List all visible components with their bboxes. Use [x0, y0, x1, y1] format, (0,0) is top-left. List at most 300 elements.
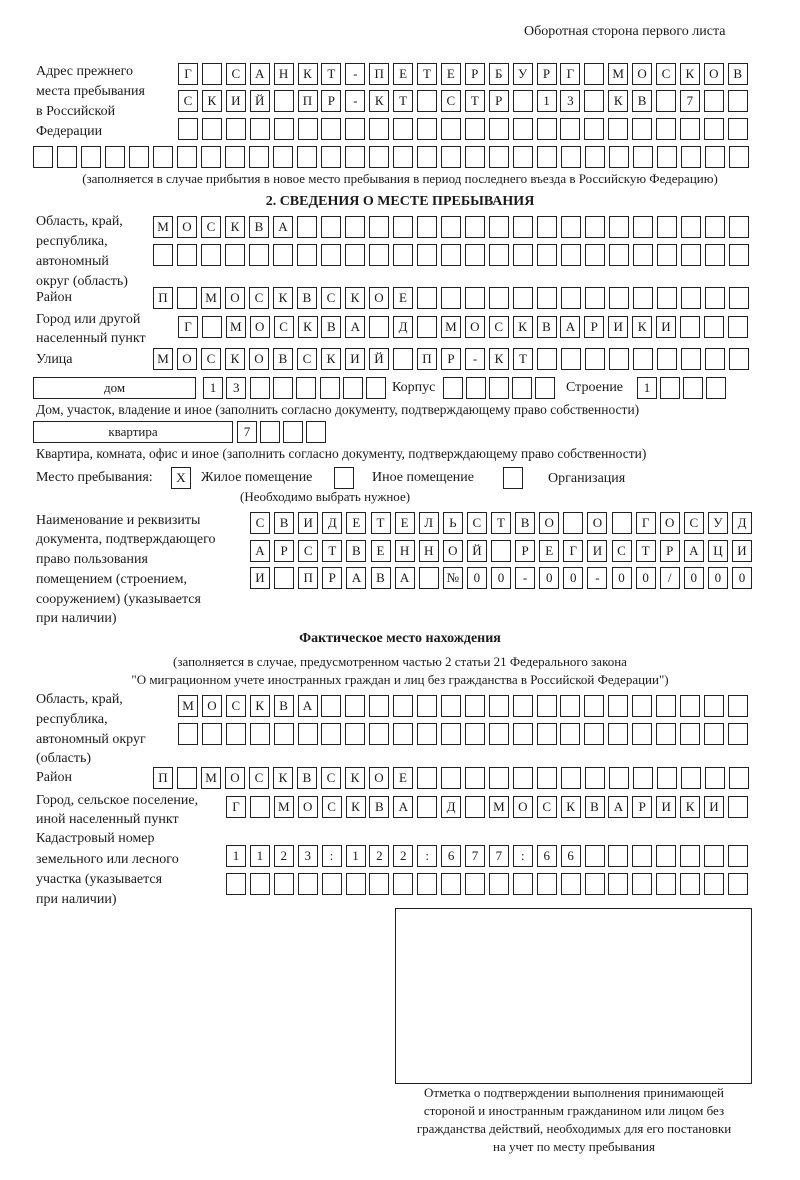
char-cell[interactable] — [537, 873, 557, 895]
char-cell[interactable]: П — [417, 348, 437, 370]
char-cell[interactable]: 1 — [203, 377, 223, 399]
char-cell[interactable] — [513, 118, 533, 140]
char-cell[interactable] — [153, 146, 173, 168]
char-cell[interactable] — [274, 118, 294, 140]
char-cell[interactable] — [560, 695, 580, 717]
char-cell[interactable] — [489, 118, 509, 140]
char-cell[interactable]: А — [346, 567, 366, 589]
char-cell[interactable]: К — [225, 216, 245, 238]
char-cell[interactable] — [321, 695, 341, 717]
char-cell[interactable]: О — [539, 512, 559, 534]
char-cell[interactable] — [369, 316, 389, 338]
char-cell[interactable] — [612, 512, 632, 534]
char-cell[interactable]: С — [274, 316, 294, 338]
char-cell[interactable]: 7 — [680, 90, 700, 112]
char-cell[interactable] — [728, 90, 748, 112]
char-cell[interactable] — [250, 118, 270, 140]
char-cell[interactable] — [513, 767, 533, 789]
house-type-field[interactable]: дом — [33, 377, 196, 399]
char-cell[interactable] — [656, 873, 676, 895]
char-cell[interactable] — [728, 316, 748, 338]
char-cell[interactable] — [298, 118, 318, 140]
char-cell[interactable]: М — [201, 287, 221, 309]
char-cell[interactable] — [202, 723, 222, 745]
char-cell[interactable]: 0 — [612, 567, 632, 589]
char-cell[interactable] — [585, 146, 605, 168]
char-cell[interactable]: П — [153, 767, 173, 789]
char-cell[interactable] — [657, 216, 677, 238]
char-cell[interactable]: С — [249, 287, 269, 309]
char-cell[interactable]: О — [704, 63, 724, 85]
char-cell[interactable]: - — [345, 63, 365, 85]
char-cell[interactable] — [226, 723, 246, 745]
char-cell[interactable]: 0 — [467, 567, 487, 589]
char-cell[interactable]: В — [537, 316, 557, 338]
char-cell[interactable]: У — [708, 512, 728, 534]
char-cell[interactable] — [729, 216, 749, 238]
char-cell[interactable] — [465, 723, 485, 745]
char-cell[interactable] — [705, 146, 725, 168]
char-cell[interactable]: О — [660, 512, 680, 534]
char-cell[interactable]: Р — [632, 796, 652, 818]
char-cell[interactable]: М — [201, 767, 221, 789]
char-cell[interactable]: 1 — [537, 90, 557, 112]
char-cell[interactable] — [283, 421, 303, 443]
char-cell[interactable]: В — [728, 63, 748, 85]
char-cell[interactable] — [441, 216, 461, 238]
char-cell[interactable] — [657, 287, 677, 309]
char-cell[interactable]: Й — [369, 348, 389, 370]
char-cell[interactable]: В — [371, 567, 391, 589]
char-cell[interactable]: Е — [539, 540, 559, 562]
char-cell[interactable]: 0 — [636, 567, 656, 589]
char-cell[interactable] — [563, 512, 583, 534]
char-cell[interactable] — [417, 767, 437, 789]
char-cell[interactable]: К — [250, 695, 270, 717]
char-cell[interactable]: Д — [732, 512, 752, 534]
char-cell[interactable] — [633, 767, 653, 789]
char-cell[interactable] — [178, 723, 198, 745]
char-cell[interactable] — [513, 287, 533, 309]
char-cell[interactable]: В — [346, 540, 366, 562]
char-cell[interactable] — [298, 723, 318, 745]
char-cell[interactable] — [153, 244, 173, 266]
char-cell[interactable]: О — [443, 540, 463, 562]
char-cell[interactable]: И — [298, 512, 318, 534]
char-cell[interactable] — [561, 348, 581, 370]
char-cell[interactable]: Е — [393, 767, 413, 789]
char-cell[interactable] — [57, 146, 77, 168]
char-cell[interactable] — [441, 244, 461, 266]
char-cell[interactable] — [466, 377, 486, 399]
char-cell[interactable] — [250, 723, 270, 745]
char-cell[interactable] — [681, 146, 701, 168]
char-cell[interactable]: Й — [250, 90, 270, 112]
char-cell[interactable]: И — [345, 348, 365, 370]
char-cell[interactable]: - — [345, 90, 365, 112]
char-cell[interactable]: И — [732, 540, 752, 562]
char-cell[interactable]: К — [608, 90, 628, 112]
char-cell[interactable]: 1 — [250, 845, 270, 867]
char-cell[interactable]: Е — [371, 540, 391, 562]
char-cell[interactable] — [683, 377, 703, 399]
char-cell[interactable]: П — [369, 63, 389, 85]
char-cell[interactable]: Л — [419, 512, 439, 534]
char-cell[interactable] — [201, 146, 221, 168]
char-cell[interactable] — [657, 146, 677, 168]
char-cell[interactable]: Р — [322, 567, 342, 589]
char-cell[interactable] — [321, 244, 341, 266]
char-cell[interactable]: Т — [636, 540, 656, 562]
char-cell[interactable] — [465, 216, 485, 238]
char-cell[interactable] — [681, 244, 701, 266]
char-cell[interactable] — [609, 216, 629, 238]
char-cell[interactable]: Р — [584, 316, 604, 338]
char-cell[interactable]: К — [273, 767, 293, 789]
char-cell[interactable] — [489, 244, 509, 266]
char-cell[interactable] — [226, 118, 246, 140]
char-cell[interactable]: С — [226, 63, 246, 85]
char-cell[interactable] — [273, 146, 293, 168]
char-cell[interactable]: Р — [660, 540, 680, 562]
char-cell[interactable]: 0 — [491, 567, 511, 589]
apartment-type-field[interactable]: квартира — [33, 421, 233, 443]
char-cell[interactable] — [465, 767, 485, 789]
char-cell[interactable] — [489, 146, 509, 168]
char-cell[interactable]: 7 — [465, 845, 485, 867]
char-cell[interactable] — [443, 377, 463, 399]
char-cell[interactable] — [660, 377, 680, 399]
char-cell[interactable] — [465, 695, 485, 717]
char-cell[interactable]: К — [225, 348, 245, 370]
char-cell[interactable]: П — [298, 567, 318, 589]
char-cell[interactable] — [560, 723, 580, 745]
char-cell[interactable] — [535, 377, 555, 399]
char-cell[interactable] — [345, 244, 365, 266]
char-cell[interactable] — [609, 767, 629, 789]
char-cell[interactable]: Н — [395, 540, 415, 562]
char-cell[interactable] — [561, 146, 581, 168]
char-cell[interactable]: 2 — [393, 845, 413, 867]
char-cell[interactable]: Т — [393, 90, 413, 112]
char-cell[interactable]: А — [273, 216, 293, 238]
char-cell[interactable] — [489, 695, 509, 717]
char-cell[interactable] — [561, 244, 581, 266]
char-cell[interactable] — [465, 146, 485, 168]
char-cell[interactable] — [346, 873, 366, 895]
char-cell[interactable]: И — [608, 316, 628, 338]
char-cell[interactable] — [704, 845, 724, 867]
char-cell[interactable] — [584, 90, 604, 112]
char-cell[interactable]: Е — [393, 287, 413, 309]
char-cell[interactable] — [489, 873, 509, 895]
char-cell[interactable] — [345, 216, 365, 238]
char-cell[interactable]: 6 — [441, 845, 461, 867]
char-cell[interactable] — [177, 244, 197, 266]
char-cell[interactable] — [393, 118, 413, 140]
char-cell[interactable]: С — [656, 63, 676, 85]
char-cell[interactable] — [393, 244, 413, 266]
char-cell[interactable]: 0 — [684, 567, 704, 589]
char-cell[interactable]: К — [369, 90, 389, 112]
char-cell[interactable]: И — [656, 796, 676, 818]
char-cell[interactable]: 1 — [346, 845, 366, 867]
char-cell[interactable]: В — [632, 90, 652, 112]
char-cell[interactable] — [369, 216, 389, 238]
char-cell[interactable]: И — [250, 567, 270, 589]
char-cell[interactable]: Т — [491, 512, 511, 534]
char-cell[interactable]: : — [417, 845, 437, 867]
char-cell[interactable]: К — [489, 348, 509, 370]
char-cell[interactable]: Т — [321, 63, 341, 85]
char-cell[interactable]: С — [201, 348, 221, 370]
char-cell[interactable]: М — [153, 216, 173, 238]
char-cell[interactable]: Г — [178, 63, 198, 85]
char-cell[interactable] — [297, 146, 317, 168]
char-cell[interactable]: С — [321, 287, 341, 309]
char-cell[interactable] — [513, 244, 533, 266]
char-cell[interactable]: В — [585, 796, 605, 818]
char-cell[interactable] — [369, 873, 389, 895]
char-cell[interactable] — [322, 873, 342, 895]
char-cell[interactable]: К — [298, 316, 318, 338]
char-cell[interactable]: П — [153, 287, 173, 309]
char-cell[interactable]: 3 — [560, 90, 580, 112]
char-cell[interactable] — [728, 723, 748, 745]
char-cell[interactable] — [705, 216, 725, 238]
char-cell[interactable] — [417, 118, 437, 140]
char-cell[interactable]: С — [467, 512, 487, 534]
char-cell[interactable] — [680, 316, 700, 338]
char-cell[interactable] — [489, 723, 509, 745]
char-cell[interactable]: П — [298, 90, 318, 112]
char-cell[interactable] — [728, 873, 748, 895]
char-cell[interactable] — [537, 287, 557, 309]
char-cell[interactable]: С — [201, 216, 221, 238]
char-cell[interactable]: Т — [371, 512, 391, 534]
char-cell[interactable] — [537, 244, 557, 266]
char-cell[interactable] — [537, 723, 557, 745]
char-cell[interactable]: К — [321, 348, 341, 370]
char-cell[interactable]: О — [369, 767, 389, 789]
char-cell[interactable]: Т — [417, 63, 437, 85]
char-cell[interactable] — [584, 118, 604, 140]
char-cell[interactable]: Г — [636, 512, 656, 534]
char-cell[interactable] — [537, 695, 557, 717]
char-cell[interactable]: К — [513, 316, 533, 338]
char-cell[interactable] — [729, 348, 749, 370]
char-cell[interactable] — [441, 118, 461, 140]
char-cell[interactable]: А — [345, 316, 365, 338]
char-cell[interactable]: № — [443, 567, 463, 589]
char-cell[interactable]: 7 — [237, 421, 257, 443]
char-cell[interactable]: А — [393, 796, 413, 818]
char-cell[interactable]: А — [684, 540, 704, 562]
char-cell[interactable] — [656, 90, 676, 112]
char-cell[interactable] — [585, 216, 605, 238]
char-cell[interactable]: О — [202, 695, 222, 717]
char-cell[interactable] — [609, 287, 629, 309]
char-cell[interactable] — [260, 421, 280, 443]
char-cell[interactable]: У — [513, 63, 533, 85]
char-cell[interactable] — [393, 695, 413, 717]
char-cell[interactable]: А — [250, 540, 270, 562]
char-cell[interactable]: В — [297, 767, 317, 789]
char-cell[interactable] — [681, 216, 701, 238]
char-cell[interactable] — [609, 146, 629, 168]
char-cell[interactable] — [585, 767, 605, 789]
char-cell[interactable] — [297, 216, 317, 238]
char-cell[interactable]: М — [226, 316, 246, 338]
char-cell[interactable] — [728, 118, 748, 140]
char-cell[interactable]: 2 — [369, 845, 389, 867]
char-cell[interactable]: : — [322, 845, 342, 867]
char-cell[interactable] — [513, 873, 533, 895]
char-cell[interactable]: 0 — [732, 567, 752, 589]
char-cell[interactable] — [632, 118, 652, 140]
char-cell[interactable] — [608, 845, 628, 867]
char-cell[interactable]: Е — [346, 512, 366, 534]
checkbox-residential[interactable]: X — [171, 467, 191, 489]
char-cell[interactable]: В — [515, 512, 535, 534]
char-cell[interactable] — [728, 845, 748, 867]
char-cell[interactable] — [632, 873, 652, 895]
char-cell[interactable] — [537, 216, 557, 238]
char-cell[interactable] — [706, 377, 726, 399]
char-cell[interactable] — [561, 767, 581, 789]
char-cell[interactable] — [441, 873, 461, 895]
char-cell[interactable]: М — [441, 316, 461, 338]
char-cell[interactable]: С — [226, 695, 246, 717]
char-cell[interactable] — [417, 287, 437, 309]
char-cell[interactable] — [608, 118, 628, 140]
char-cell[interactable] — [225, 146, 245, 168]
char-cell[interactable] — [633, 348, 653, 370]
char-cell[interactable]: О — [513, 796, 533, 818]
char-cell[interactable]: Й — [467, 540, 487, 562]
char-cell[interactable] — [201, 244, 221, 266]
char-cell[interactable] — [491, 540, 511, 562]
char-cell[interactable] — [250, 873, 270, 895]
char-cell[interactable] — [513, 90, 533, 112]
char-cell[interactable] — [33, 146, 53, 168]
char-cell[interactable]: С — [322, 796, 342, 818]
char-cell[interactable] — [608, 723, 628, 745]
char-cell[interactable] — [632, 723, 652, 745]
char-cell[interactable]: 3 — [226, 377, 246, 399]
char-cell[interactable] — [202, 63, 222, 85]
char-cell[interactable] — [705, 348, 725, 370]
char-cell[interactable]: С — [298, 540, 318, 562]
char-cell[interactable] — [729, 767, 749, 789]
char-cell[interactable] — [513, 216, 533, 238]
char-cell[interactable] — [560, 118, 580, 140]
char-cell[interactable]: О — [632, 63, 652, 85]
char-cell[interactable]: Е — [393, 63, 413, 85]
char-cell[interactable] — [681, 767, 701, 789]
char-cell[interactable] — [705, 244, 725, 266]
char-cell[interactable]: Н — [274, 63, 294, 85]
char-cell[interactable] — [489, 216, 509, 238]
char-cell[interactable] — [274, 873, 294, 895]
char-cell[interactable]: О — [298, 796, 318, 818]
char-cell[interactable]: Е — [395, 512, 415, 534]
char-cell[interactable] — [680, 845, 700, 867]
char-cell[interactable] — [704, 118, 724, 140]
char-cell[interactable] — [417, 244, 437, 266]
char-cell[interactable] — [729, 244, 749, 266]
char-cell[interactable]: К — [680, 63, 700, 85]
char-cell[interactable] — [273, 377, 293, 399]
char-cell[interactable]: К — [345, 767, 365, 789]
char-cell[interactable] — [441, 695, 461, 717]
char-cell[interactable]: С — [249, 767, 269, 789]
char-cell[interactable] — [202, 118, 222, 140]
char-cell[interactable]: - — [587, 567, 607, 589]
char-cell[interactable] — [369, 146, 389, 168]
char-cell[interactable] — [177, 146, 197, 168]
char-cell[interactable]: 1 — [226, 845, 246, 867]
char-cell[interactable] — [728, 695, 748, 717]
char-cell[interactable] — [343, 377, 363, 399]
char-cell[interactable] — [369, 244, 389, 266]
char-cell[interactable] — [513, 695, 533, 717]
char-cell[interactable]: А — [298, 695, 318, 717]
char-cell[interactable] — [249, 146, 269, 168]
char-cell[interactable] — [704, 316, 724, 338]
char-cell[interactable]: А — [250, 63, 270, 85]
char-cell[interactable]: К — [298, 63, 318, 85]
char-cell[interactable] — [129, 146, 149, 168]
char-cell[interactable] — [369, 723, 389, 745]
char-cell[interactable]: О — [465, 316, 485, 338]
char-cell[interactable]: Р — [441, 348, 461, 370]
char-cell[interactable] — [680, 118, 700, 140]
char-cell[interactable]: С — [537, 796, 557, 818]
char-cell[interactable]: / — [660, 567, 680, 589]
char-cell[interactable] — [298, 873, 318, 895]
char-cell[interactable]: Д — [393, 316, 413, 338]
char-cell[interactable] — [321, 146, 341, 168]
char-cell[interactable]: В — [274, 512, 294, 534]
char-cell[interactable] — [273, 244, 293, 266]
char-cell[interactable] — [657, 767, 677, 789]
char-cell[interactable] — [250, 796, 270, 818]
char-cell[interactable]: О — [587, 512, 607, 534]
char-cell[interactable]: С — [250, 512, 270, 534]
char-cell[interactable]: А — [608, 796, 628, 818]
char-cell[interactable] — [704, 723, 724, 745]
char-cell[interactable]: Д — [322, 512, 342, 534]
char-cell[interactable] — [537, 146, 557, 168]
char-cell[interactable] — [609, 244, 629, 266]
char-cell[interactable]: Г — [178, 316, 198, 338]
char-cell[interactable]: К — [346, 796, 366, 818]
char-cell[interactable] — [585, 845, 605, 867]
char-cell[interactable] — [680, 723, 700, 745]
char-cell[interactable]: С — [489, 316, 509, 338]
char-cell[interactable]: И — [587, 540, 607, 562]
char-cell[interactable] — [561, 216, 581, 238]
char-cell[interactable]: 7 — [489, 845, 509, 867]
char-cell[interactable] — [632, 695, 652, 717]
char-cell[interactable]: К — [632, 316, 652, 338]
char-cell[interactable] — [177, 287, 197, 309]
char-cell[interactable] — [633, 146, 653, 168]
char-cell[interactable] — [585, 348, 605, 370]
char-cell[interactable] — [657, 348, 677, 370]
char-cell[interactable]: Р — [515, 540, 535, 562]
